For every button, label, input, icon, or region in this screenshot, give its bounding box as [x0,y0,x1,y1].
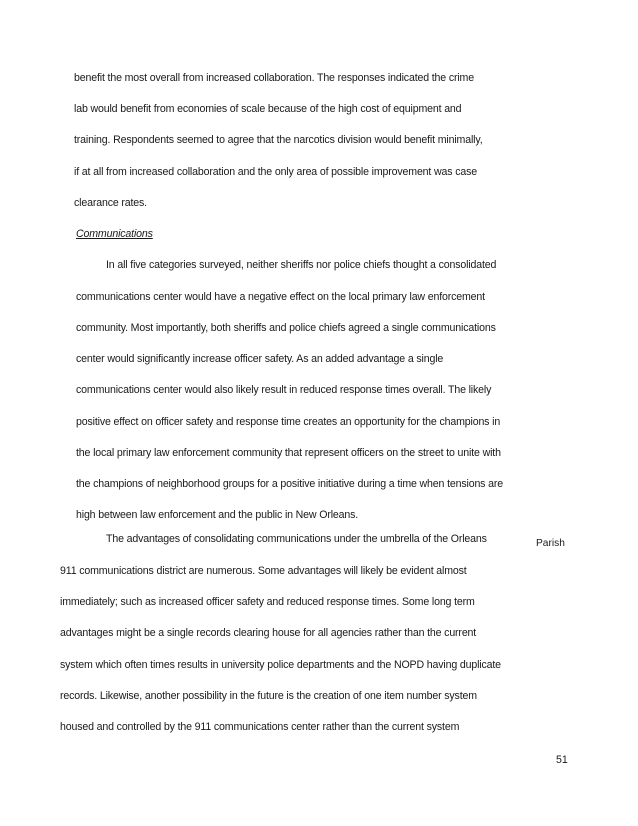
body-line: center would significantly increase officer safety. As an added advantage a single [76,353,444,365]
body-line: lab would benefit from economies of scale because of the high cost of equipment and [74,103,462,115]
section-heading: Communications [76,228,153,240]
body-line: records. Likewise, another possibility in the future is the creation of one item number system [60,690,477,702]
body-line: system which often times results in university police departments and the NOPD having duplicate [60,659,501,671]
body-line: clearance rates. [74,197,147,209]
body-line: training. Respondents seemed to agree that the narcotics division would benefit minimally, [74,134,483,146]
body-line: communications center would have a negative effect on the local primary law enforcement [76,291,485,303]
body-line: community. Most importantly, both sheriffs and police chiefs agreed a single communications [76,322,496,334]
body-line: housed and controlled by the 911 communications center rather than the current system [60,721,460,733]
body-line: high between law enforcement and the public in New Orleans. [76,509,359,521]
body-line: if at all from increased collaboration and the only area of possible improvement was case [74,166,477,178]
body-line: 911 communications district are numerous. Some advantages will likely be evident almost [60,565,467,577]
body-line: In all five categories surveyed, neither sheriffs nor police chiefs thought a consolidated [106,259,497,271]
body-line: communications center would also likely result in reduced response times overall. The likely [76,384,492,396]
body-line: advantages might be a single records clearing house for all agencies rather than the current [60,627,477,639]
body-line-tail: Parish [536,538,565,549]
body-line: positive effect on officer safety and response time creates an opportunity for the champions in [76,416,501,428]
body-line: The advantages of consolidating communications under the umbrella of the Orleans [106,533,487,545]
body-line: benefit the most overall from increased collaboration. The responses indicated the crime [74,72,474,84]
page-number: 51 [556,754,568,766]
body-line: immediately; such as increased officer safety and reduced response times. Some long term [60,596,475,608]
body-line: the champions of neighborhood groups for a positive initiative during a time when tensions are [76,478,503,490]
body-line: the local primary law enforcement community that represent officers on the street to unite with [76,447,501,459]
